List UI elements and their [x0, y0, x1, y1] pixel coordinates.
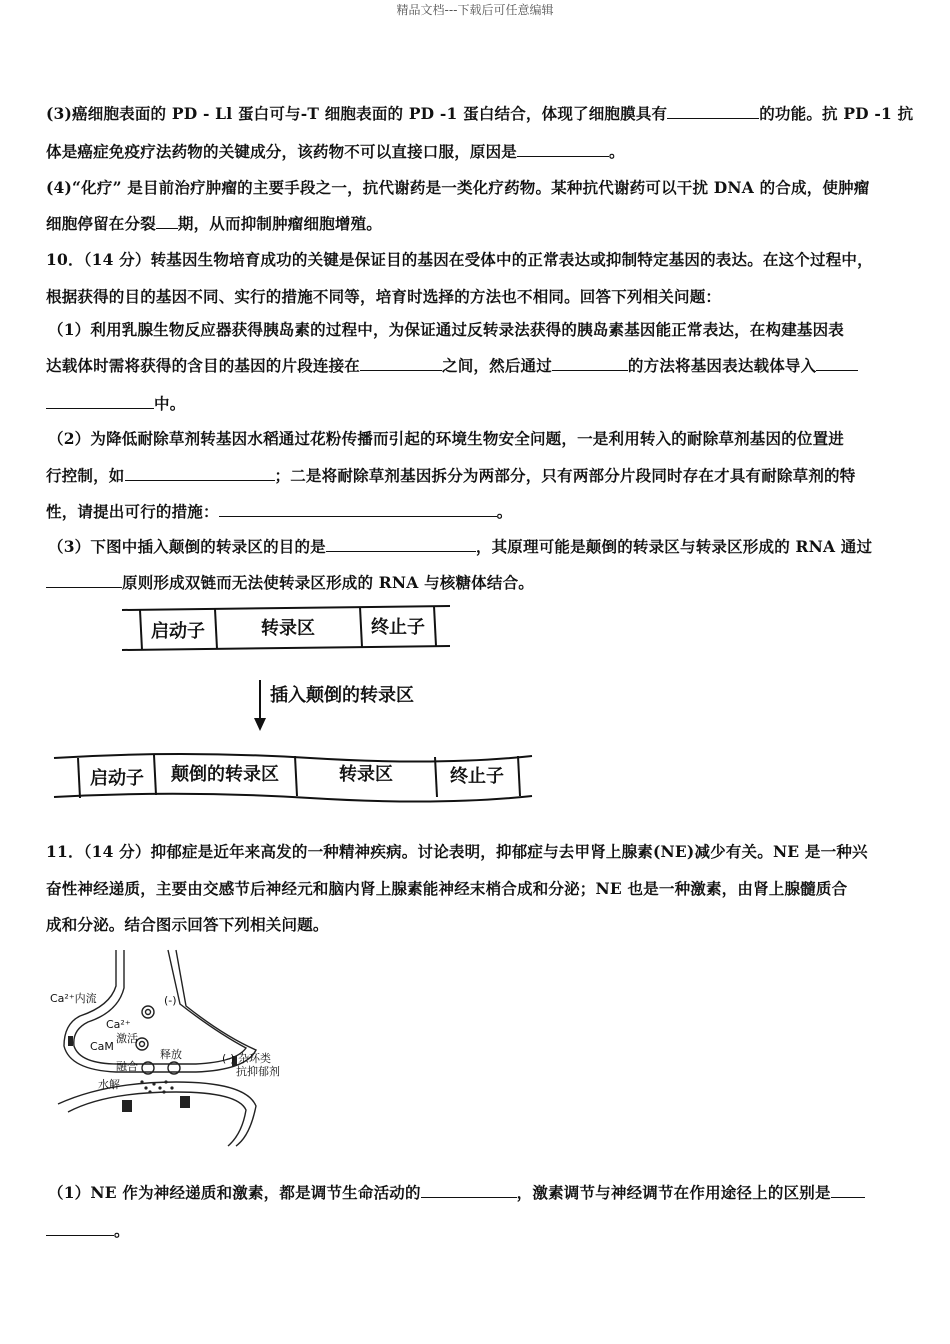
- page-header: 精品文档---下载后可任意编辑: [396, 3, 554, 17]
- q10-1-line2: 达载体时需将获得的含目的基因的片段连接在 之间，然后通过 的方法将基因表达载体导入: [46, 354, 858, 376]
- bottom-box-inverted: 颠倒的转录区: [171, 764, 279, 785]
- label-inhibit-1: (-): [164, 994, 177, 1007]
- top-box-terminator: 终止子: [371, 617, 425, 638]
- q10-3-line1: （3）下图中插入颠倒的转录区的目的是 ，其原理可能是颠倒的转录区与转录区形成的 RNA 通过: [48, 537, 873, 556]
- label-hydrolysis: 水解: [98, 1078, 120, 1091]
- q11-intro-line1: 11．（14 分）抑郁症是近年来高发的一种精神疾病。讨论表明，抑郁症与去甲肾上腺素(NE)减少有关。NE 是一种兴: [46, 842, 868, 861]
- answer-blank[interactable]: [46, 1221, 114, 1236]
- q10-2-line1: （2）为降低耐除草剂转基因水稻通过花粉传播而引起的环境生物安全问题，一是利用转入的耐除草剂基因的位置进: [48, 429, 844, 448]
- q3-line2: 体是癌症免疫疗法药物的关键成分，该药物不可以直接口服，原因是 。: [46, 142, 625, 161]
- q11-1-line1: （1）NE 作为神经递质和激素，都是调节生命活动的 ，激素调节与神经调节在作用途径上的区别是: [48, 1181, 865, 1203]
- q10-1-line3: 中。: [46, 392, 185, 414]
- q10-intro-line1: 10．（14 分）转基因生物培育成功的关键是保证目的基因在受体中的正常表达或抑制特定基因的表达。在这个过程中，: [46, 250, 873, 269]
- top-box-promoter: 启动子: [151, 621, 205, 642]
- answer-blank[interactable]: [46, 573, 122, 588]
- label-ca-influx: Ca²⁺内流: [50, 992, 97, 1005]
- label-fusion: 融合: [116, 1060, 138, 1073]
- top-box-transcription: 转录区: [261, 618, 315, 639]
- answer-blank[interactable]: [421, 1183, 517, 1198]
- answer-blank[interactable]: [46, 394, 154, 409]
- answer-blank[interactable]: [360, 356, 442, 371]
- label-release: 释放: [160, 1048, 182, 1061]
- q3-line1: (3)癌细胞表面的 PD - Ll 蛋白可与-T 细胞表面的 PD -1 蛋白结合，体现了细胞膜具有 的功能。抗 PD -1 抗: [46, 104, 914, 123]
- synapse-figure: [46, 946, 316, 1151]
- q11-1-line2: 。: [46, 1219, 130, 1241]
- q4-line1: (4)“化疗” 是目前治疗肿瘤的主要手段之一，抗代谢药是一类化疗药物。某种抗代谢药可以干扰 DNA 的合成，使肿瘤: [46, 178, 870, 197]
- answer-blank[interactable]: [156, 214, 178, 229]
- bottom-box-terminator: 终止子: [450, 766, 504, 787]
- label-activate: 激活: [116, 1032, 138, 1045]
- answer-blank[interactable]: [831, 1183, 865, 1198]
- bottom-box-transcription: 转录区: [339, 764, 393, 785]
- q10-intro-line2: 根据获得的目的基因不同、实行的措施不同等，培育时选择的方法也不相同。回答下列相关问题：: [46, 287, 722, 306]
- answer-blank[interactable]: [125, 466, 275, 481]
- q10-2-line3: 性，请提出可行的措施： 。: [46, 502, 513, 521]
- label-cam: CaM: [90, 1040, 114, 1053]
- q10-2-line2: 行控制，如 ；二是将耐除草剂基因拆分为两部分，只有两部分片段同时存在才具有耐除草剂的特: [46, 466, 856, 485]
- arrow-label: 插入颠倒的转录区: [270, 685, 414, 706]
- answer-blank[interactable]: [816, 356, 858, 371]
- answer-blank[interactable]: [219, 502, 497, 517]
- label-antidepressant-2: 抗抑郁剂: [236, 1065, 280, 1078]
- q10-1-line1: （1）利用乳腺生物反应器获得胰岛素的过程中，为保证通过反转录法获得的胰岛素基因能正常表达，在构建基因表: [48, 320, 844, 339]
- answer-blank[interactable]: [552, 356, 628, 371]
- answer-blank[interactable]: [667, 104, 759, 119]
- down-arrow-icon: [254, 718, 266, 731]
- answer-blank[interactable]: [517, 142, 609, 157]
- q10-3-line2: 原则形成双链而无法使转录区形成的 RNA 与核糖体结合。: [46, 571, 534, 593]
- label-ca: Ca²⁺: [106, 1018, 131, 1031]
- label-antidepressant-1: 杂环类: [238, 1052, 271, 1065]
- answer-blank[interactable]: [326, 537, 476, 552]
- q4-line2: 细胞停留在分裂 期，从而抑制肿瘤细胞增殖。: [46, 214, 383, 233]
- q11-intro-line3: 成和分泌。结合图示回答下列相关问题。: [46, 915, 329, 934]
- gene-insertion-diagram: [50, 600, 550, 810]
- bottom-box-promoter: 启动子: [90, 768, 144, 789]
- q11-intro-line2: 奋性神经递质，主要由交感节后神经元和脑内肾上腺素能神经末梢合成和分泌；NE 也是一种激素，由肾上腺髓质合: [46, 879, 848, 898]
- label-inhibit-2: (-): [222, 1052, 235, 1065]
